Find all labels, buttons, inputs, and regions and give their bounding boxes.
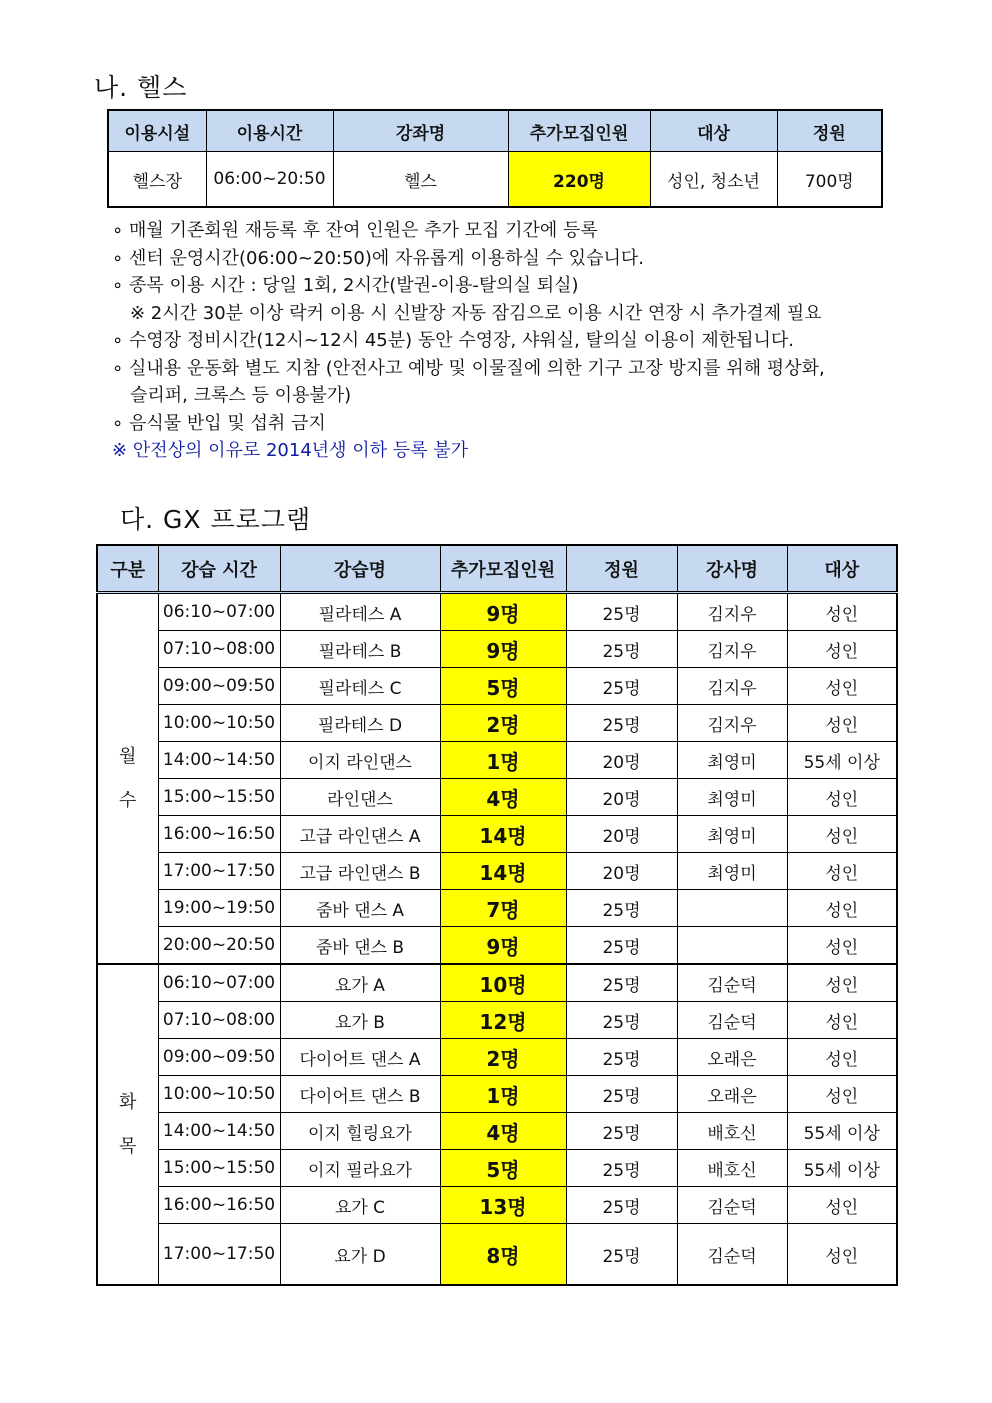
cell-extra-recruit: 13명 bbox=[440, 1187, 566, 1224]
cell-time: 07:10~08:00 bbox=[158, 1002, 280, 1039]
cell-extra-recruit: 5명 bbox=[440, 668, 566, 705]
table-row bbox=[97, 1224, 897, 1286]
gx-table bbox=[96, 544, 898, 1286]
cell-instructor: 김지우 bbox=[677, 668, 787, 705]
header-capacity: 정원 bbox=[777, 110, 882, 152]
cell-time: 16:00~16:50 bbox=[158, 1187, 280, 1224]
note-line: ※ 2시간 30분 이상 락커 이용 시 신발장 자동 잠김으로 이용 시간 연장 시 추가결제 필요 bbox=[130, 302, 822, 324]
cell-target: 55세 이상 bbox=[787, 1150, 897, 1187]
cell-target: 성인 bbox=[787, 1002, 897, 1039]
cell-time: 14:00~14:50 bbox=[158, 1113, 280, 1150]
cell-capacity: 20명 bbox=[566, 779, 677, 816]
cell-class-name: 이지 라인댄스 bbox=[280, 742, 440, 779]
warning-note: ※ 안전상의 이유로 2014년생 이하 등록 불가 bbox=[112, 440, 469, 461]
cell-target: 성인 bbox=[787, 631, 897, 668]
cell-target: 성인 bbox=[787, 964, 897, 1002]
cell-facility: 헬스장 bbox=[108, 152, 206, 208]
cell-target: 성인 bbox=[787, 593, 897, 631]
cell-class-name: 줌바 댄스 B bbox=[280, 927, 440, 965]
cell-instructor: 김지우 bbox=[677, 593, 787, 631]
cell-extra-recruit: 12명 bbox=[440, 1002, 566, 1039]
cell-instructor: 배호신 bbox=[677, 1113, 787, 1150]
header-instructor: 강사명 bbox=[677, 545, 787, 593]
note-line: ∘ 실내용 운동화 별도 지참 (안전사고 예방 및 이물질에 의한 기구 고장 방지를 위해 평상화, bbox=[112, 357, 825, 379]
cell-target: 55세 이상 bbox=[787, 1113, 897, 1150]
health-notes bbox=[112, 217, 902, 465]
table-row bbox=[97, 593, 897, 631]
cell-capacity: 25명 bbox=[566, 1002, 677, 1039]
note-line: ∘ 센터 운영시간(06:00~20:50)에 자유롭게 이용하실 수 있습니다. bbox=[112, 247, 644, 269]
cell-capacity: 25명 bbox=[566, 1076, 677, 1113]
cell-class-name: 이지 힐링요가 bbox=[280, 1113, 440, 1150]
table-row bbox=[97, 779, 897, 816]
health-section-title: 나. 헬스 bbox=[94, 73, 188, 102]
cell-instructor bbox=[677, 927, 787, 965]
header-facility: 이용시설 bbox=[108, 110, 206, 152]
cell-capacity: 25명 bbox=[566, 1039, 677, 1076]
cell-class-name: 요가 D bbox=[280, 1224, 440, 1286]
cell-class-name: 줌바 댄스 A bbox=[280, 890, 440, 927]
cell-capacity: 25명 bbox=[566, 593, 677, 631]
cell-time: 09:00~09:50 bbox=[158, 1039, 280, 1076]
cell-extra-recruit: 2명 bbox=[440, 1039, 566, 1076]
cell-time: 07:10~08:00 bbox=[158, 631, 280, 668]
table-row bbox=[97, 1150, 897, 1187]
day-group-label: 월 수 bbox=[97, 593, 158, 965]
table-row bbox=[97, 890, 897, 927]
cell-hours: 06:00~20:50 bbox=[206, 152, 333, 208]
table-row bbox=[97, 668, 897, 705]
cell-target: 성인 bbox=[787, 779, 897, 816]
cell-extra-recruit: 8명 bbox=[440, 1224, 566, 1286]
cell-class-name: 고급 라인댄스 B bbox=[280, 853, 440, 890]
cell-time: 06:10~07:00 bbox=[158, 593, 280, 631]
table-row bbox=[97, 1002, 897, 1039]
header-class-name: 강습명 bbox=[280, 545, 440, 593]
cell-extra-recruit: 5명 bbox=[440, 1150, 566, 1187]
cell-extra-recruit: 1명 bbox=[440, 742, 566, 779]
cell-time: 10:00~10:50 bbox=[158, 1076, 280, 1113]
cell-class-name: 고급 라인댄스 A bbox=[280, 816, 440, 853]
cell-target: 성인 bbox=[787, 1039, 897, 1076]
cell-capacity: 25명 bbox=[566, 631, 677, 668]
cell-class-name: 필라테스 C bbox=[280, 668, 440, 705]
table-row bbox=[108, 152, 882, 208]
table-row bbox=[97, 964, 897, 1002]
cell-capacity: 700명 bbox=[777, 152, 882, 208]
cell-target: 성인, 청소년 bbox=[650, 152, 777, 208]
cell-instructor: 김지우 bbox=[677, 631, 787, 668]
cell-capacity: 25명 bbox=[566, 1187, 677, 1224]
cell-instructor: 배호신 bbox=[677, 1150, 787, 1187]
table-row bbox=[97, 1113, 897, 1150]
header-target: 대상 bbox=[650, 110, 777, 152]
cell-capacity: 20명 bbox=[566, 816, 677, 853]
cell-class-name: 필라테스 A bbox=[280, 593, 440, 631]
cell-time: 10:00~10:50 bbox=[158, 705, 280, 742]
cell-instructor: 김순덕 bbox=[677, 1002, 787, 1039]
cell-extra-recruit: 7명 bbox=[440, 890, 566, 927]
table-row bbox=[97, 1187, 897, 1224]
cell-class-name: 요가 B bbox=[280, 1002, 440, 1039]
cell-instructor: 최영미 bbox=[677, 816, 787, 853]
cell-time: 15:00~15:50 bbox=[158, 1150, 280, 1187]
cell-time: 15:00~15:50 bbox=[158, 779, 280, 816]
cell-instructor: 최영미 bbox=[677, 853, 787, 890]
cell-instructor: 김순덕 bbox=[677, 1224, 787, 1286]
table-row bbox=[97, 927, 897, 965]
cell-capacity: 20명 bbox=[566, 853, 677, 890]
note-line: ∘ 음식물 반입 및 섭취 금지 bbox=[112, 412, 326, 434]
cell-extra-recruit: 220명 bbox=[508, 152, 650, 208]
note-line: ∘ 매월 기존회원 재등록 후 잔여 인원은 추가 모집 기간에 등록 bbox=[112, 220, 598, 241]
note-line: 슬리퍼, 크록스 등 이용불가) bbox=[130, 385, 352, 406]
day-group-label: 화 목 bbox=[97, 964, 158, 1285]
cell-target: 성인 bbox=[787, 705, 897, 742]
cell-capacity: 25명 bbox=[566, 1113, 677, 1150]
note-line: ∘ 수영장 정비시간(12시~12시 45분) 동안 수영장, 샤워실, 탈의실 이용이 제한됩니다. bbox=[112, 330, 795, 351]
cell-target: 성인 bbox=[787, 890, 897, 927]
cell-capacity: 25명 bbox=[566, 927, 677, 965]
cell-time: 09:00~09:50 bbox=[158, 668, 280, 705]
note-line: ∘ 종목 이용 시간 : 당일 1회, 2시간(발권-이용-탈의실 퇴실) bbox=[112, 275, 579, 296]
header-extra-recruit: 추가모집인원 bbox=[508, 110, 650, 152]
cell-class-name: 다이어트 댄스 B bbox=[280, 1076, 440, 1113]
cell-instructor: 오래은 bbox=[677, 1076, 787, 1113]
cell-capacity: 25명 bbox=[566, 705, 677, 742]
cell-class-name: 필라테스 B bbox=[280, 631, 440, 668]
header-category: 구분 bbox=[97, 545, 158, 593]
cell-instructor: 김지우 bbox=[677, 705, 787, 742]
cell-extra-recruit: 9명 bbox=[440, 927, 566, 965]
cell-class-name: 이지 필라요가 bbox=[280, 1150, 440, 1187]
cell-instructor: 김순덕 bbox=[677, 964, 787, 1002]
cell-class-name: 요가 C bbox=[280, 1187, 440, 1224]
cell-class-name: 요가 A bbox=[280, 964, 440, 1002]
cell-extra-recruit: 2명 bbox=[440, 705, 566, 742]
cell-time: 16:00~16:50 bbox=[158, 816, 280, 853]
cell-instructor: 최영미 bbox=[677, 779, 787, 816]
cell-target: 성인 bbox=[787, 1187, 897, 1224]
cell-target: 성인 bbox=[787, 1076, 897, 1113]
cell-time: 19:00~19:50 bbox=[158, 890, 280, 927]
cell-capacity: 25명 bbox=[566, 890, 677, 927]
cell-time: 06:10~07:00 bbox=[158, 964, 280, 1002]
cell-time: 20:00~20:50 bbox=[158, 927, 280, 965]
cell-target: 성인 bbox=[787, 853, 897, 890]
header-extra-recruit: 추가모집인원 bbox=[440, 545, 566, 593]
cell-instructor bbox=[677, 890, 787, 927]
cell-extra-recruit: 10명 bbox=[440, 964, 566, 1002]
cell-time: 14:00~14:50 bbox=[158, 742, 280, 779]
cell-extra-recruit: 9명 bbox=[440, 631, 566, 668]
cell-class-name: 다이어트 댄스 A bbox=[280, 1039, 440, 1076]
cell-target: 성인 bbox=[787, 816, 897, 853]
cell-extra-recruit: 4명 bbox=[440, 779, 566, 816]
cell-instructor: 오래은 bbox=[677, 1039, 787, 1076]
header-target: 대상 bbox=[787, 545, 897, 593]
cell-extra-recruit: 1명 bbox=[440, 1076, 566, 1113]
cell-target: 55세 이상 bbox=[787, 742, 897, 779]
header-class-time: 강습 시간 bbox=[158, 545, 280, 593]
cell-time: 17:00~17:50 bbox=[158, 1224, 280, 1286]
table-row bbox=[97, 1076, 897, 1113]
cell-capacity: 25명 bbox=[566, 1224, 677, 1286]
cell-target: 성인 bbox=[787, 927, 897, 965]
header-capacity: 정원 bbox=[566, 545, 677, 593]
cell-time: 17:00~17:50 bbox=[158, 853, 280, 890]
cell-capacity: 25명 bbox=[566, 964, 677, 1002]
cell-capacity: 25명 bbox=[566, 1150, 677, 1187]
table-row bbox=[97, 631, 897, 668]
cell-course: 헬스 bbox=[333, 152, 508, 208]
table-row bbox=[97, 853, 897, 890]
cell-class-name: 필라테스 D bbox=[280, 705, 440, 742]
table-row bbox=[97, 705, 897, 742]
health-table bbox=[107, 109, 883, 208]
cell-target: 성인 bbox=[787, 1224, 897, 1286]
cell-extra-recruit: 14명 bbox=[440, 853, 566, 890]
table-row bbox=[97, 1039, 897, 1076]
cell-capacity: 25명 bbox=[566, 668, 677, 705]
gx-section-title: 다. GX 프로그램 bbox=[120, 505, 312, 534]
cell-target: 성인 bbox=[787, 668, 897, 705]
cell-class-name: 라인댄스 bbox=[280, 779, 440, 816]
table-row bbox=[97, 742, 897, 779]
cell-capacity: 20명 bbox=[566, 742, 677, 779]
table-row bbox=[97, 816, 897, 853]
header-course: 강좌명 bbox=[333, 110, 508, 152]
cell-instructor: 최영미 bbox=[677, 742, 787, 779]
cell-extra-recruit: 9명 bbox=[440, 593, 566, 631]
cell-extra-recruit: 4명 bbox=[440, 1113, 566, 1150]
header-hours: 이용시간 bbox=[206, 110, 333, 152]
cell-extra-recruit: 14명 bbox=[440, 816, 566, 853]
cell-instructor: 김순덕 bbox=[677, 1187, 787, 1224]
